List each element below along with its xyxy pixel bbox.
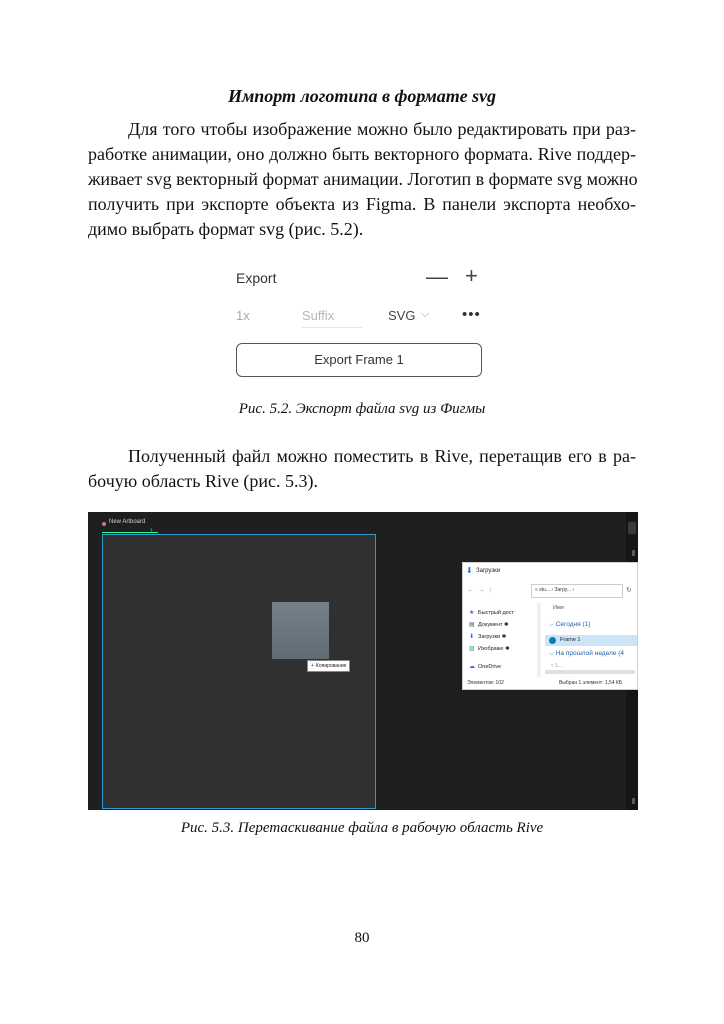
panel-marker [632, 798, 635, 804]
add-export-icon[interactable]: + [465, 263, 478, 288]
file-row-partial[interactable]: ≈ 1... [551, 663, 563, 669]
paragraph-line: получить при экспорте объекта из Figma. В панели экспорта необхо- [88, 194, 636, 214]
paragraph-line: Полученный файл можно поместить в Rive, перетащив его в ра- [128, 446, 636, 466]
figure-rive-workspace [88, 512, 638, 810]
horizontal-scrollbar[interactable] [545, 670, 635, 674]
export-suffix-field[interactable]: Suffix [302, 308, 335, 323]
panel-handle[interactable] [628, 522, 636, 534]
cloud-icon: ☁ [469, 664, 475, 670]
sidebar-item-label: OneDrive [478, 664, 502, 670]
paragraph-intro [88, 117, 636, 242]
document-icon: ▤ [469, 622, 475, 628]
paragraph-line: димо выбрать формат svg (рис. 5.2). [88, 219, 364, 239]
navigation-arrows-icon[interactable]: ←→↑ [467, 587, 497, 594]
page-number: 80 [354, 930, 370, 946]
export-format-select[interactable]: SVG [388, 308, 416, 323]
download-icon: ⬇ [469, 634, 475, 640]
sidebar-item-label: Документ ✱ [478, 622, 509, 628]
paragraph-line: бочую область Rive (рис. 5.3). [88, 471, 319, 491]
sidebar-item-label: Загрузки ✱ [478, 634, 507, 640]
copy-tooltip [307, 660, 350, 672]
paragraph-line: работке анимации, оно должно быть векторного формата. Rive поддер- [88, 144, 636, 164]
arrow-right-icon: › [150, 525, 153, 534]
paragraph-rive [88, 444, 636, 494]
chevron-down-icon[interactable]: ⌵ [421, 308, 430, 320]
figure-caption: Рис. 5.3. Перетаскивание файла в рабочую область Rive [180, 820, 544, 836]
status-selection: Выбран 1 элемент: 1,54 КБ [559, 680, 623, 686]
plus-icon: + [311, 663, 314, 669]
selected-file-row[interactable] [545, 635, 637, 646]
explorer-title: Загрузки [476, 568, 501, 574]
refresh-icon[interactable]: ↻ [626, 587, 632, 594]
sidebar-item-onedrive[interactable] [469, 663, 501, 670]
file-explorer-window [462, 562, 638, 690]
suffix-underline [302, 327, 362, 328]
column-header-name[interactable]: Имя [553, 605, 564, 611]
export-frame-button[interactable]: Export Frame 1 [236, 343, 482, 377]
export-scale-field[interactable]: 1x [236, 308, 250, 323]
explorer-sidebar [463, 603, 537, 677]
status-item-count: Элементов: 102 [467, 680, 504, 686]
dragged-file-preview[interactable] [272, 602, 329, 659]
sidebar-item-label: Быстрый дост [478, 610, 514, 616]
address-text: « stu... › Загру... › [535, 587, 575, 593]
figure-caption: Рис. 5.2. Экспорт файла svg из Фигмы [238, 401, 486, 417]
section-heading: Импорт логотипа в формате svg [227, 86, 497, 106]
more-options-icon[interactable]: ••• [462, 306, 481, 323]
group-last-week[interactable]: ⌵ На прошлой неделе (4 [549, 650, 624, 657]
artboard-dot-icon [102, 522, 106, 526]
sidebar-item-documents[interactable] [469, 621, 509, 628]
edge-file-icon [549, 637, 556, 644]
sidebar-item-downloads[interactable] [469, 633, 506, 640]
remove-export-icon[interactable]: — [426, 264, 448, 289]
figure-figma-export-panel [222, 262, 500, 390]
star-icon: ★ [469, 610, 475, 616]
paragraph-line: Для того чтобы изображение можно было редактировать при раз- [128, 119, 636, 139]
download-icon: ⬇ [466, 566, 473, 575]
paragraph-line: живает svg векторный формат анимации. Логотип в формате svg можно [88, 169, 638, 189]
copy-tooltip-text: Копирование [315, 663, 347, 669]
sidebar-item-label: Изображе ✱ [478, 646, 510, 652]
sidebar-item-quick-access[interactable] [469, 609, 514, 616]
panel-marker [632, 550, 635, 556]
file-name: Frame 1 [560, 637, 581, 643]
group-today[interactable]: ⌵ Сегодня (1) [549, 621, 591, 628]
sidebar-scrollbar[interactable] [537, 603, 541, 677]
artboard-label[interactable]: New Artboard [109, 519, 146, 525]
image-icon: ▨ [469, 646, 475, 652]
sidebar-item-images[interactable] [469, 645, 510, 652]
export-panel-title: Export [236, 270, 277, 286]
